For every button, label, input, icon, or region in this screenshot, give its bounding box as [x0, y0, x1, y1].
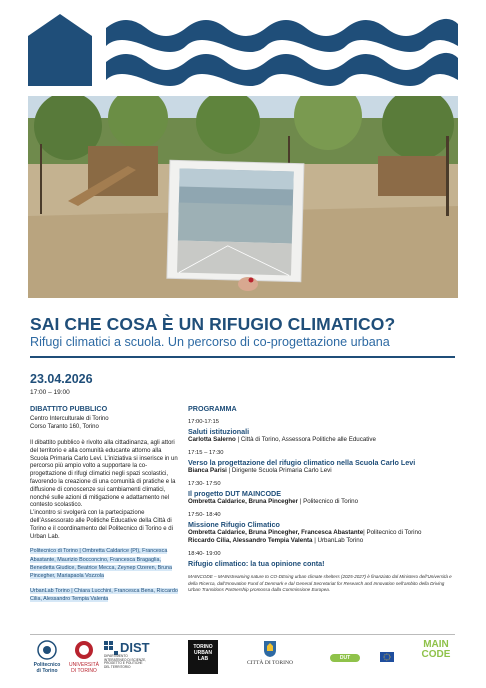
event-date: 23.04.2026 — [30, 372, 93, 386]
dist-grid-icon — [104, 641, 118, 655]
program-item-speakers: Riccardo Cilia, Alessandro Tempia Valenta | UrbanLab Torino — [188, 537, 364, 545]
wave-top — [106, 19, 458, 52]
venue-name: Centro Interculturale di Torino — [30, 416, 109, 423]
program-item-title: Saluti istituzionali — [188, 426, 250, 436]
page-subtitle: Rifugi climatici a scuola. Un percorso di co-progettazione urbana — [30, 335, 390, 349]
program-item-time: 18:40- 19:00 — [188, 551, 221, 558]
partner-logos — [30, 640, 456, 680]
program-item-time: 17:00-17:15 — [188, 419, 219, 426]
wave-bottom — [106, 53, 458, 86]
venue-address: Corso Taranto 160, Torino — [30, 424, 99, 431]
debate-body: Il dibattito pubblico è rivolto alla cittadinanza, agli attori del territorio e alla comunità educante attorno alla Scuola Primaria Carlo Levi. L’iniziativa si inserisce in un percorso più ampio volto a supportare la co-progettazione di rifugi climatici negli spazi scolastici, favorendo la creazione di una comunità di pratiche e la diffusione di conoscenze sui cambiamenti climatici, nonché sulle azioni di mitigazione e adattamento nel contesto scolastico. — [30, 439, 178, 509]
page-title: SAI CHE COSA È UN RIFUGIO CLIMATICO? — [30, 314, 396, 334]
unito-logo: UNIVERSITÀ DI TORINO — [66, 640, 102, 674]
program-column — [188, 404, 456, 594]
program-item-speakers: Carlotta Salerno | Città di Torino, Assessora Politiche alle Educative — [188, 436, 376, 444]
program-item-time: 17:50- 18:40 — [188, 512, 221, 519]
debate-body-2: L’incontro si svolgerà con la partecipazione dell’Assessorato alle Politiche Educative della Città di Torino e il coordinamento del Politecnico di Torino e di Urban Lab. — [30, 510, 173, 540]
unito-seal-icon — [74, 640, 94, 660]
schoolyard-photo — [28, 96, 458, 298]
dut-logo: DUT — [330, 654, 360, 662]
debate-title: DIBATTITO PUBBLICO — [30, 404, 108, 413]
footer-divider — [30, 634, 455, 635]
program-item — [188, 551, 456, 568]
program-item-title: Il progetto DUT MAINCODE — [188, 488, 282, 498]
city-crest-icon — [263, 640, 277, 658]
title-divider — [30, 356, 455, 358]
program-item-speakers: Ombretta Caldarice, Bruna Pincegher | Politecnico di Torino — [188, 498, 359, 506]
program-item — [188, 419, 456, 444]
event-time: 17:00 – 19:00 — [30, 389, 70, 396]
polito-logo: Politecnico di Torino — [30, 640, 64, 674]
team-polito: Politecnico di Torino | Ombretta Caldarice (PI), Francesca Abastante, Maurizio Bocconcino, Francesca Bragaglia, Benedetta Giudice, Beatrice Mecca, Zeynep Ozeren, Bruna Pincegher, Mariapaola Vozzola — [30, 548, 173, 580]
eu-flag-icon — [380, 652, 394, 662]
program-item-speakers: Ombretta Caldarice, Bruna Pincegher, Francesca Abastante| Politecnico di Torino — [188, 529, 422, 537]
program-title: PROGRAMMA — [188, 404, 237, 413]
program-item-title: Missione Rifugio Climatico — [188, 519, 280, 529]
program-item — [188, 481, 456, 506]
program-item-title: Verso la progettazione del rifugio climatico nella Scuola Carlo Levi — [188, 457, 416, 467]
program-item — [188, 450, 456, 475]
maincode-logo: MAIN CODE — [421, 639, 451, 660]
program-item-title: Rifugio climatico: la tua opinione conta! — [188, 558, 325, 568]
program-item — [188, 512, 456, 545]
debate-column — [30, 404, 180, 604]
team-urbanlab: UrbanLab Torino | Chiara Lucchini, Francesca Bena, Riccardo Cilia, Alessandro Tempia Valenta — [30, 587, 178, 603]
program-item-speakers: Bianca Parisi | Dirigente Scuola Primaria Carlo Levi — [188, 467, 332, 475]
citta-torino-logo: CITTÀ DI TORINO — [242, 640, 298, 666]
header-wave-graphic — [28, 14, 458, 86]
dist-logo: DIST DIPARTIMENTO INTERATENEO DI SCIENZE, PROGETTO E POLITICHE DEL TERRITORIO — [104, 640, 150, 670]
program-item-time: 17:30- 17:50 — [188, 481, 221, 488]
polito-seal-icon — [36, 640, 58, 660]
funding-note: MAINCODE – MAINstreaming nature to CO-DEsing urban climate shelters (2025-2027) è finanziato dal Ministero dell’Università e della Ricerca, dall’Innovation Fund of Denmark e dal General Secretariat for Research and Innovation nell’ambito della Driving Urban Transitions Partnership promossa dalla Commissione Europea. — [188, 574, 452, 593]
house-shape — [28, 14, 92, 86]
urbanlab-logo: TORINO URBAN LAB — [188, 640, 218, 674]
program-item-time: 17:15 – 17:30 — [188, 450, 224, 457]
eu-logo — [370, 652, 404, 664]
